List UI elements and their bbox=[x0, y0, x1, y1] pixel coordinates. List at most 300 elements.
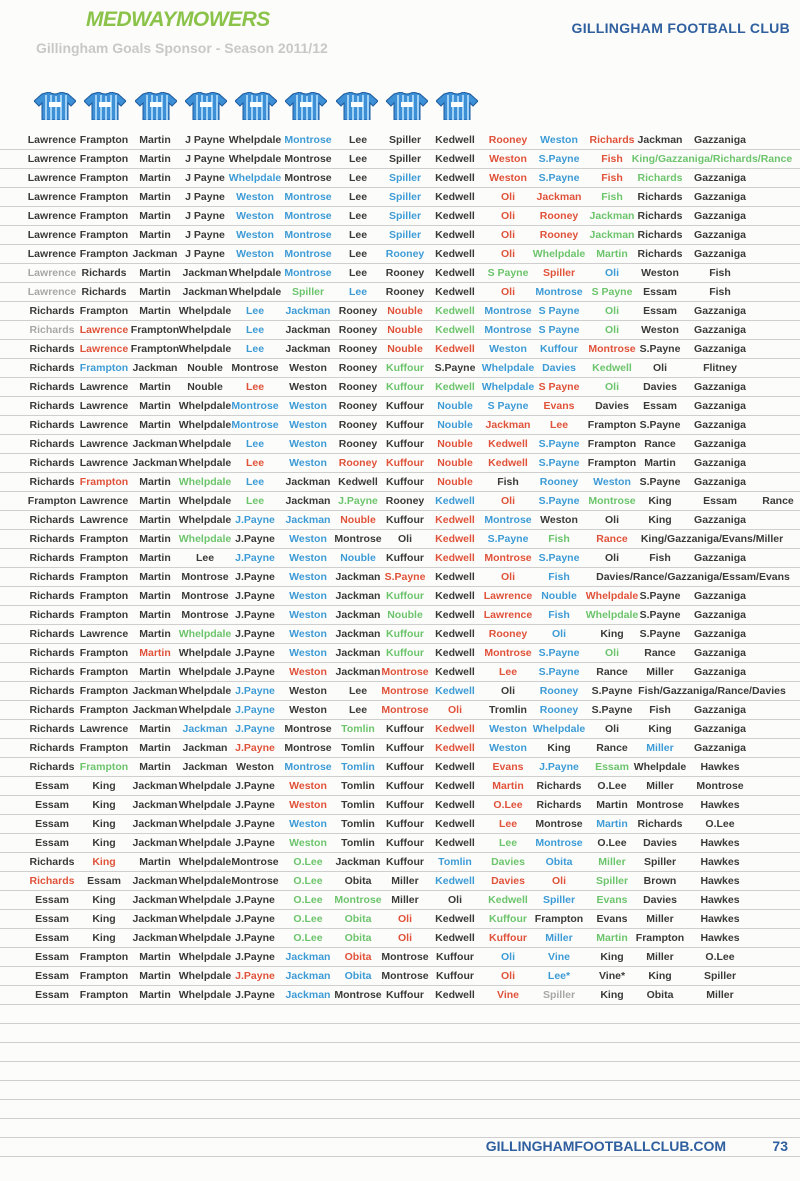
lineup-row bbox=[0, 302, 800, 321]
blank-ruled-line bbox=[0, 1100, 800, 1119]
player-name: Evans bbox=[492, 761, 524, 773]
player-name: Richards bbox=[29, 685, 75, 697]
player-name: Fish bbox=[497, 476, 519, 488]
player-name: Martin bbox=[139, 970, 171, 982]
player-name: Obita bbox=[344, 875, 372, 887]
player-name: S.Payne bbox=[591, 685, 633, 697]
player-name: Kedwell bbox=[435, 210, 475, 222]
player-name: Kuffour bbox=[386, 514, 424, 526]
player-name: O.Lee bbox=[705, 951, 735, 963]
blank-ruled-line bbox=[0, 1081, 800, 1100]
player-name: Nouble bbox=[437, 438, 473, 450]
player-name: S.Payne bbox=[639, 609, 681, 621]
player-name: Richards bbox=[29, 419, 75, 431]
player-name: King bbox=[92, 913, 116, 925]
team-shirt-icon bbox=[34, 92, 76, 120]
player-name: Obita bbox=[646, 989, 674, 1001]
player-name: Weston bbox=[289, 419, 327, 431]
player-name: Weston bbox=[289, 647, 327, 659]
player-name: Kedwell bbox=[435, 381, 475, 393]
player-name: Richards bbox=[29, 723, 75, 735]
player-name: Jackman bbox=[335, 590, 381, 602]
player-name: Lawrence bbox=[79, 438, 129, 450]
player-name: Weston bbox=[289, 571, 327, 583]
player-name: Frampton bbox=[79, 761, 129, 773]
player-name: Lee bbox=[348, 191, 368, 203]
player-name: Richards bbox=[29, 305, 75, 317]
player-name: S.Payne bbox=[538, 438, 580, 450]
player-name: Lee bbox=[348, 248, 368, 260]
lineup-row bbox=[0, 321, 800, 340]
player-name: Richards bbox=[536, 780, 582, 792]
lineup-row bbox=[0, 796, 800, 815]
player-name: Martin bbox=[139, 590, 171, 602]
player-name: Kedwell bbox=[435, 875, 475, 887]
player-name: Oli bbox=[604, 552, 620, 564]
player-name: S Payne bbox=[538, 324, 580, 336]
player-name: Montrose bbox=[381, 704, 429, 716]
player-name: Essam bbox=[35, 894, 69, 906]
player-name: King bbox=[547, 742, 571, 754]
player-name: Gazzaniga bbox=[694, 723, 746, 735]
player-name: Rooney bbox=[385, 267, 425, 279]
player-name: Jackman bbox=[285, 970, 331, 982]
player-name: Whelpdale bbox=[178, 419, 232, 431]
player-name: Gazzaniga bbox=[694, 134, 746, 146]
player-name: J.Payne bbox=[235, 723, 275, 735]
player-name: Montrose bbox=[284, 172, 332, 184]
player-name: Lee bbox=[498, 837, 518, 849]
player-name: Kedwell bbox=[435, 799, 475, 811]
player-name: Richards bbox=[29, 875, 75, 887]
player-name: Frampton bbox=[79, 666, 129, 678]
player-name: Rooney bbox=[338, 438, 378, 450]
lineup-row bbox=[0, 682, 800, 701]
player-name: Whelpdale bbox=[178, 533, 232, 545]
player-name: Weston bbox=[289, 362, 327, 374]
lineup-row bbox=[0, 283, 800, 302]
team-shirt-icon bbox=[386, 92, 428, 120]
player-name: Lee bbox=[195, 552, 215, 564]
player-name: Oli bbox=[551, 628, 567, 640]
player-name: Whelpdale bbox=[481, 381, 535, 393]
player-name: Frampton bbox=[79, 533, 129, 545]
player-name: Essam bbox=[35, 913, 69, 925]
player-name: Whelpdale bbox=[585, 609, 639, 621]
player-name: Whelpdale bbox=[178, 970, 232, 982]
player-name: Whelpdale bbox=[178, 818, 232, 830]
player-name: Whelpdale bbox=[178, 875, 232, 887]
player-name: Fish bbox=[709, 267, 731, 279]
player-name: Tomlin bbox=[341, 761, 375, 773]
player-name: Fish bbox=[709, 286, 731, 298]
player-name: Kedwell bbox=[435, 761, 475, 773]
player-name: Weston bbox=[236, 210, 274, 222]
player-name: Gazzaniga bbox=[694, 552, 746, 564]
player-name: Lawrence bbox=[27, 267, 77, 279]
player-name: Rance bbox=[644, 438, 676, 450]
page-number: 73 bbox=[772, 1138, 788, 1154]
player-name: J.Payne bbox=[235, 932, 275, 944]
player-name: Whelpdale bbox=[228, 286, 282, 298]
player-name: Gazzaniga bbox=[694, 742, 746, 754]
player-name: Lee bbox=[348, 286, 368, 298]
player-name: Fish bbox=[601, 153, 623, 165]
player-name: Oli bbox=[447, 704, 463, 716]
player-name: Weston bbox=[236, 229, 274, 241]
blank-ruled-line bbox=[0, 1024, 800, 1043]
player-name: Evans bbox=[596, 913, 628, 925]
player-name: Nouble bbox=[387, 343, 423, 355]
player-name: Richards bbox=[29, 533, 75, 545]
sponsor-caption: Gillingham Goals Sponsor - Season 2011/12 bbox=[36, 40, 328, 56]
player-name: Whelpdale bbox=[178, 780, 232, 792]
player-name: Hawkes bbox=[700, 913, 740, 925]
player-name: J.Payne bbox=[235, 704, 275, 716]
player-name: Oli bbox=[500, 970, 516, 982]
player-name: Weston bbox=[289, 438, 327, 450]
player-name: S.Payne bbox=[538, 457, 580, 469]
player-name: Lawrence bbox=[79, 324, 129, 336]
player-name: Weston bbox=[289, 799, 327, 811]
player-name: Rooney bbox=[539, 704, 579, 716]
player-name: J.Payne bbox=[235, 780, 275, 792]
player-name: Lawrence bbox=[79, 381, 129, 393]
player-name: S.Payne bbox=[639, 590, 681, 602]
player-name: Kuffour bbox=[386, 362, 424, 374]
player-name: Jackman bbox=[182, 761, 228, 773]
player-name: J.Payne bbox=[235, 913, 275, 925]
player-name: Fish bbox=[601, 172, 623, 184]
player-name: Jackman bbox=[132, 685, 178, 697]
player-name: Fish bbox=[548, 533, 570, 545]
player-name: Frampton bbox=[587, 438, 637, 450]
player-name: Montrose bbox=[181, 590, 229, 602]
player-name: Miller bbox=[646, 913, 674, 925]
player-name: Whelpdale bbox=[178, 894, 232, 906]
player-name: Davies bbox=[542, 362, 576, 374]
player-name: Oli bbox=[500, 248, 516, 260]
player-name: Whelpdale bbox=[228, 153, 282, 165]
player-name: J.Payne bbox=[235, 552, 275, 564]
player-name: Obita bbox=[545, 856, 573, 868]
player-name: Kedwell bbox=[435, 818, 475, 830]
player-name: Essam bbox=[35, 780, 69, 792]
player-name: Montrose bbox=[284, 761, 332, 773]
player-name: Montrose bbox=[484, 647, 532, 659]
player-name: J.Payne bbox=[235, 970, 275, 982]
player-name: Spiller bbox=[388, 153, 422, 165]
player-name: King bbox=[648, 514, 672, 526]
player-name: Weston bbox=[489, 723, 527, 735]
player-name: Hawkes bbox=[700, 799, 740, 811]
player-name: Jackman bbox=[485, 419, 531, 431]
player-name: Jackman bbox=[182, 286, 228, 298]
player-name: Whelpdale bbox=[178, 951, 232, 963]
player-name: Martin bbox=[139, 951, 171, 963]
player-name: Lee bbox=[245, 305, 265, 317]
player-name: Montrose bbox=[535, 818, 583, 830]
player-name: Essam bbox=[643, 400, 677, 412]
player-name: Obita bbox=[344, 913, 372, 925]
player-name: S Payne bbox=[487, 267, 529, 279]
lineup-row bbox=[0, 986, 800, 1005]
player-name: Whelpdale bbox=[178, 932, 232, 944]
player-name: Weston bbox=[289, 837, 327, 849]
player-name: Essam bbox=[87, 875, 121, 887]
player-name: J.Payne bbox=[338, 495, 378, 507]
player-name: Lawrence bbox=[27, 248, 77, 260]
player-name: S.Payne bbox=[538, 153, 580, 165]
player-name: Martin bbox=[596, 799, 628, 811]
player-name: Jackman bbox=[132, 438, 178, 450]
player-name: Oli bbox=[652, 362, 668, 374]
player-name: Weston bbox=[289, 457, 327, 469]
player-name: Jackman bbox=[335, 856, 381, 868]
player-name: Jackman bbox=[132, 932, 178, 944]
player-name: Jackman bbox=[589, 229, 635, 241]
player-name: Gazzaniga bbox=[694, 400, 746, 412]
player-name: Kuffour bbox=[386, 438, 424, 450]
player-name: Frampton bbox=[79, 229, 129, 241]
player-name: Martin bbox=[139, 514, 171, 526]
player-name: Fish bbox=[649, 552, 671, 564]
team-shirt-icon bbox=[235, 92, 277, 120]
player-name: Jackman bbox=[182, 742, 228, 754]
player-name: Spiller bbox=[542, 894, 576, 906]
player-name: Lee bbox=[245, 476, 265, 488]
player-name: Jackman bbox=[285, 305, 331, 317]
player-name: O.Lee bbox=[293, 875, 323, 887]
player-name: J.Payne bbox=[235, 894, 275, 906]
player-name: Richards bbox=[29, 628, 75, 640]
player-name: King bbox=[92, 799, 116, 811]
player-name: Kedwell bbox=[488, 457, 528, 469]
player-name: Whelpdale bbox=[532, 248, 586, 260]
player-name: Rooney bbox=[539, 210, 579, 222]
lineup-row bbox=[0, 606, 800, 625]
blank-ruled-line bbox=[0, 1062, 800, 1081]
player-name: Rooney bbox=[338, 400, 378, 412]
player-name: Kedwell bbox=[435, 267, 475, 279]
lineup-row bbox=[0, 188, 800, 207]
player-name: Whelpdale bbox=[178, 628, 232, 640]
player-name: Lee bbox=[348, 210, 368, 222]
lineup-row bbox=[0, 872, 800, 891]
player-name: Weston bbox=[289, 666, 327, 678]
player-name: Weston bbox=[289, 590, 327, 602]
player-name: Richards bbox=[29, 381, 75, 393]
player-name: Jackman bbox=[285, 495, 331, 507]
player-name: Jackman bbox=[335, 571, 381, 583]
player-name: Jackman bbox=[536, 191, 582, 203]
player-name: Gazzaniga bbox=[694, 476, 746, 488]
player-name: Lawrence bbox=[27, 172, 77, 184]
player-name: Kedwell bbox=[435, 571, 475, 583]
player-name: Martin bbox=[139, 210, 171, 222]
player-name: Richards bbox=[29, 647, 75, 659]
lineups-table bbox=[0, 131, 800, 1005]
player-name: Lee bbox=[348, 704, 368, 716]
player-name: Jackman bbox=[335, 647, 381, 659]
player-name: J.Payne bbox=[235, 590, 275, 602]
player-name: Tomlin bbox=[341, 742, 375, 754]
player-name: Lee bbox=[245, 343, 265, 355]
player-name: Montrose bbox=[181, 571, 229, 583]
player-name: Lawrence bbox=[79, 628, 129, 640]
player-name: Rooney bbox=[488, 628, 528, 640]
player-name: Kedwell bbox=[435, 609, 475, 621]
lineup-row bbox=[0, 948, 800, 967]
player-name: Whelpdale bbox=[178, 685, 232, 697]
player-name: Frampton bbox=[79, 248, 129, 260]
player-name: Lawrence bbox=[79, 723, 129, 735]
player-name: Nouble bbox=[541, 590, 577, 602]
player-name: Tomlin bbox=[341, 818, 375, 830]
player-name: Jackman bbox=[335, 609, 381, 621]
player-name: S Payne bbox=[538, 305, 580, 317]
lineup-row bbox=[0, 644, 800, 663]
player-name: Vine* bbox=[598, 970, 626, 982]
player-name: Lee bbox=[348, 172, 368, 184]
player-name: Richards bbox=[29, 514, 75, 526]
player-name: Martin bbox=[644, 457, 676, 469]
player-name: Frampton bbox=[635, 932, 685, 944]
player-name: J.Payne bbox=[235, 533, 275, 545]
player-name: Fish bbox=[649, 704, 671, 716]
player-name: Lee bbox=[245, 457, 265, 469]
player-name: Montrose bbox=[381, 685, 429, 697]
player-name: Gazzaniga bbox=[694, 590, 746, 602]
player-name: Frampton bbox=[79, 970, 129, 982]
player-name: Frampton bbox=[79, 590, 129, 602]
lineup-row bbox=[0, 853, 800, 872]
player-name: Essam bbox=[35, 970, 69, 982]
player-name: Tomlin bbox=[341, 799, 375, 811]
lineup-row bbox=[0, 435, 800, 454]
player-name: Kedwell bbox=[435, 989, 475, 1001]
lineup-row bbox=[0, 207, 800, 226]
player-name: J Payne bbox=[185, 134, 225, 146]
player-name: Kedwell bbox=[435, 932, 475, 944]
player-name: Montrose bbox=[284, 134, 332, 146]
player-name: Oli bbox=[500, 571, 516, 583]
player-name: Weston bbox=[289, 780, 327, 792]
player-name: Richards bbox=[29, 438, 75, 450]
player-name: Richards bbox=[29, 476, 75, 488]
lineup-row bbox=[0, 758, 800, 777]
player-name: Gazzaniga bbox=[694, 191, 746, 203]
player-name: Whelpdale bbox=[178, 837, 232, 849]
player-name: Fish bbox=[601, 191, 623, 203]
player-name: King bbox=[92, 932, 116, 944]
player-name: J Payne bbox=[185, 210, 225, 222]
player-name: Spiller bbox=[388, 172, 422, 184]
player-name: Jackman bbox=[182, 267, 228, 279]
lineup-row bbox=[0, 454, 800, 473]
player-name: Weston bbox=[236, 191, 274, 203]
player-name: Frampton bbox=[130, 343, 180, 355]
player-name: Richards bbox=[29, 324, 75, 336]
player-name: Weston bbox=[641, 267, 679, 279]
player-name: Spiller bbox=[388, 229, 422, 241]
player-name: Miller bbox=[646, 666, 674, 678]
player-name: Frampton bbox=[79, 134, 129, 146]
player-name: Kuffour bbox=[386, 742, 424, 754]
player-name: Kuffour bbox=[386, 837, 424, 849]
blank-ruled-line bbox=[0, 1043, 800, 1062]
player-name: Montrose bbox=[484, 324, 532, 336]
player-name: Martin bbox=[492, 780, 524, 792]
player-name: Whelpdale bbox=[178, 989, 232, 1001]
lineup-row bbox=[0, 891, 800, 910]
player-name: Kedwell bbox=[435, 305, 475, 317]
player-name: O.Lee bbox=[293, 894, 323, 906]
player-name: O.Lee bbox=[293, 856, 323, 868]
player-name: Kedwell bbox=[435, 628, 475, 640]
player-name: Essam bbox=[643, 286, 677, 298]
player-name: Gazzaniga bbox=[694, 647, 746, 659]
player-name: Gazzaniga bbox=[694, 704, 746, 716]
player-name: Martin bbox=[139, 571, 171, 583]
player-name: Oli bbox=[500, 495, 516, 507]
player-name: King bbox=[92, 780, 116, 792]
player-name: Fish bbox=[548, 609, 570, 621]
player-name: Montrose bbox=[636, 799, 684, 811]
player-name: Martin bbox=[139, 666, 171, 678]
player-name: J.Payne bbox=[235, 609, 275, 621]
player-name: Nouble bbox=[387, 324, 423, 336]
player-name: Richards bbox=[29, 457, 75, 469]
player-name: Jackman bbox=[637, 134, 683, 146]
player-name: Rooney bbox=[338, 362, 378, 374]
player-name: Oli bbox=[500, 229, 516, 241]
player-name: J.Payne bbox=[235, 742, 275, 754]
player-name: S.Payne bbox=[639, 476, 681, 488]
player-name: S.Payne bbox=[538, 647, 580, 659]
player-name: Kedwell bbox=[435, 286, 475, 298]
player-name: Weston bbox=[593, 476, 631, 488]
player-name: S.Payne bbox=[639, 419, 681, 431]
player-name: Kedwell bbox=[435, 134, 475, 146]
player-name: Kedwell bbox=[435, 552, 475, 564]
player-name: Davies/Rance/Gazzaniga/Essam/Evans bbox=[596, 571, 790, 583]
player-name: Richards bbox=[29, 590, 75, 602]
lineup-row bbox=[0, 910, 800, 929]
player-name: Obita bbox=[344, 951, 372, 963]
player-name: Kedwell bbox=[435, 533, 475, 545]
player-name: Kedwell bbox=[435, 913, 475, 925]
player-name: Kedwell bbox=[435, 666, 475, 678]
player-name: Whelpdale bbox=[228, 267, 282, 279]
player-name: King/Gazzaniga/Richards/Rance bbox=[631, 153, 793, 165]
blank-ruled-line bbox=[0, 1138, 800, 1157]
player-name: Kedwell bbox=[435, 837, 475, 849]
player-name: Gazzaniga bbox=[694, 457, 746, 469]
player-name: Obita bbox=[344, 970, 372, 982]
player-name: Montrose bbox=[231, 875, 279, 887]
player-name: Hawkes bbox=[700, 761, 740, 773]
blank-ruled-line bbox=[0, 1005, 800, 1024]
blank-ruled-line bbox=[0, 1119, 800, 1138]
player-name: King/Gazzaniga/Evans/Miller bbox=[640, 533, 784, 545]
player-name: Kedwell bbox=[435, 229, 475, 241]
player-name: Essam bbox=[703, 495, 737, 507]
player-name: Rooney bbox=[539, 476, 579, 488]
player-name: Fish bbox=[548, 571, 570, 583]
player-name: Frampton bbox=[534, 913, 584, 925]
player-name: Martin bbox=[139, 723, 171, 735]
